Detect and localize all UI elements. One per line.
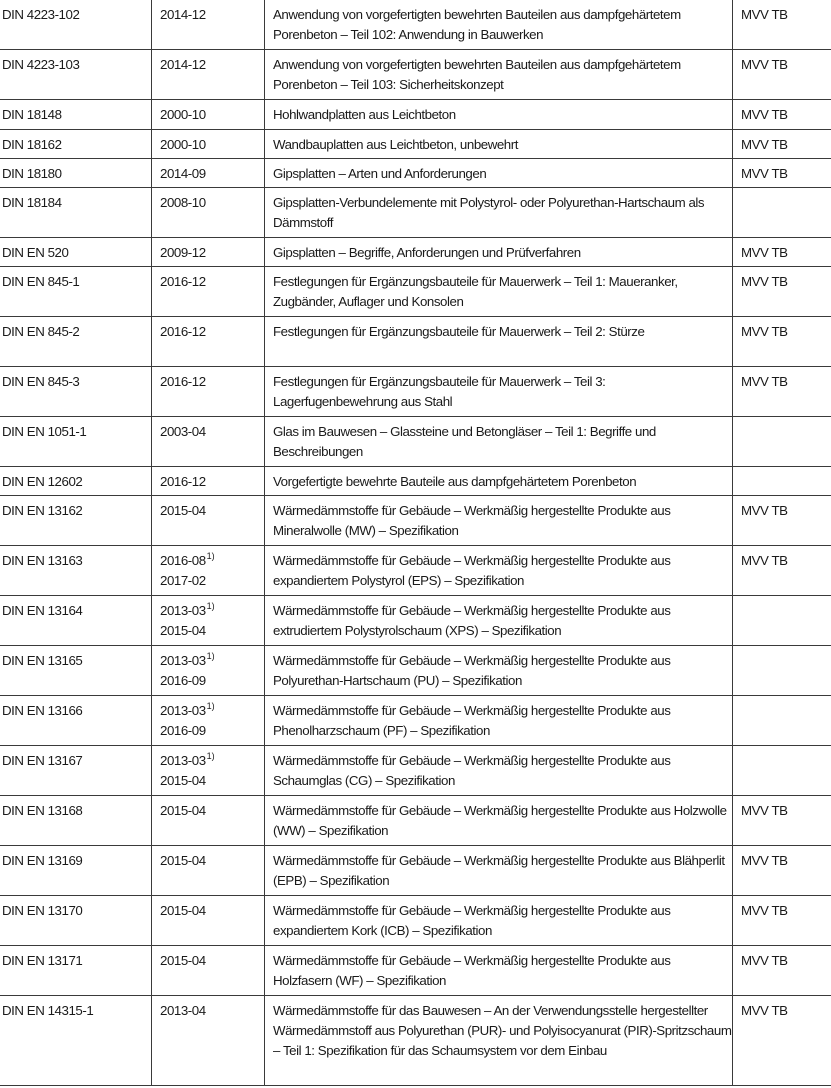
edition-date-text: 2015-04 xyxy=(160,953,206,968)
edition-date-text: 2016-12 xyxy=(160,274,206,289)
edition-date-text: 2016-09 xyxy=(160,723,206,738)
edition-date-cell xyxy=(152,896,265,946)
edition-date-text: 2016-12 xyxy=(160,324,206,339)
edition-date-text: 2003-04 xyxy=(160,424,206,439)
norm-number-cell: DIN EN 13168 xyxy=(0,796,152,846)
norm-title-cell: Gipsplatten – Arten und Anforderungen xyxy=(265,159,733,188)
norm-title-cell: Wärmedämmstoffe für Gebäude – Werkmäßig hergestellte Produkte aus Holzwolle (WW) – Spezifikation xyxy=(265,796,733,846)
edition-date-cell xyxy=(152,267,265,317)
mvv-tb-cell xyxy=(733,417,831,467)
norm-number-cell: DIN EN 13171 xyxy=(0,946,152,996)
mvv-tb-cell: MVV TB xyxy=(733,159,831,188)
edition-date-text: 2013-03 xyxy=(160,603,206,618)
norm-number-cell: DIN 18180 xyxy=(0,159,152,188)
mvv-tb-cell: MVV TB xyxy=(733,267,831,317)
norm-title-cell: Festlegungen für Ergänzungsbauteile für Mauerwerk – Teil 1: Maueranker, Zugbänder, Auflager und Konsolen xyxy=(265,267,733,317)
edition-date xyxy=(160,472,264,492)
norm-title-cell: Wärmedämmstoffe für Gebäude – Werkmäßig hergestellte Produkte aus extrudiertem Polystyrolschaum (XPS) – Spezifikation xyxy=(265,596,733,646)
edition-date xyxy=(160,422,264,442)
edition-date-cell xyxy=(152,159,265,188)
edition-date xyxy=(160,193,264,213)
norm-number-cell: DIN EN 13163 xyxy=(0,546,152,596)
table-row xyxy=(0,50,831,100)
table-row xyxy=(0,596,831,646)
norm-title-cell: Anwendung von vorgefertigten bewehrten Bauteilen aus dampfgehärtetem Porenbeton – Teil 103: Sicherheitskonzept xyxy=(265,50,733,100)
edition-date-text: 2015-04 xyxy=(160,903,206,918)
table-row xyxy=(0,100,831,130)
edition-date-cell xyxy=(152,846,265,896)
table-row xyxy=(0,496,831,546)
table-row xyxy=(0,996,831,1086)
edition-date-text: 2015-04 xyxy=(160,773,206,788)
mvv-tb-cell xyxy=(733,696,831,746)
mvv-tb-cell: MVV TB xyxy=(733,100,831,130)
edition-date xyxy=(160,951,264,971)
norm-title-cell: Wärmedämmstoffe für Gebäude – Werkmäßig hergestellte Produkte aus Blähperlit (EPB) – Spezifikation xyxy=(265,846,733,896)
edition-date xyxy=(160,651,264,671)
edition-date xyxy=(160,1001,264,1021)
mvv-tb-cell xyxy=(733,596,831,646)
edition-date xyxy=(160,721,264,741)
mvv-tb-cell: MVV TB xyxy=(733,0,831,50)
edition-date xyxy=(160,5,264,25)
norm-title-cell: Gipsplatten-Verbundelemente mit Polystyrol- oder Polyurethan-Hartschaum als Dämmstoff xyxy=(265,188,733,238)
norm-number-cell: DIN EN 13164 xyxy=(0,596,152,646)
edition-date-cell xyxy=(152,188,265,238)
edition-date-text: 2016-12 xyxy=(160,374,206,389)
norm-title-cell: Wärmedämmstoffe für Gebäude – Werkmäßig hergestellte Produkte aus expandiertem Polystyrol (EPS) – Spezifikation xyxy=(265,546,733,596)
table-row xyxy=(0,546,831,596)
footnote-marker: 1) xyxy=(206,651,215,661)
edition-date-text: 2000-10 xyxy=(160,137,206,152)
edition-date-text: 2015-04 xyxy=(160,623,206,638)
mvv-tb-cell xyxy=(733,746,831,796)
norm-number-cell: DIN 18148 xyxy=(0,100,152,130)
table-row xyxy=(0,159,831,188)
edition-date xyxy=(160,551,264,571)
mvv-tb-cell: MVV TB xyxy=(733,546,831,596)
norm-number-cell: DIN EN 845-2 xyxy=(0,317,152,367)
edition-date-cell xyxy=(152,0,265,50)
mvv-tb-cell: MVV TB xyxy=(733,846,831,896)
edition-date-cell xyxy=(152,100,265,130)
edition-date-cell xyxy=(152,546,265,596)
norm-title-cell: Wärmedämmstoffe für das Bauwesen – An der Verwendungsstelle hergestellter Wärmedämmstoff aus Polyurethan (PUR)- und Polyisocyanurat (PIR)-Spritzschaum – Teil 1: Spezifikation für das Schaumsystem vor dem Einbau xyxy=(265,996,733,1086)
norm-number-cell: DIN EN 13165 xyxy=(0,646,152,696)
edition-date-text: 2015-04 xyxy=(160,853,206,868)
edition-date xyxy=(160,671,264,691)
norm-title-cell: Hohlwandplatten aus Leichtbeton xyxy=(265,100,733,130)
norm-number-cell: DIN EN 520 xyxy=(0,238,152,267)
edition-date-text: 2016-08 xyxy=(160,553,206,568)
table-row xyxy=(0,317,831,367)
mvv-tb-cell: MVV TB xyxy=(733,238,831,267)
edition-date xyxy=(160,701,264,721)
mvv-tb-cell: MVV TB xyxy=(733,496,831,546)
edition-date-cell xyxy=(152,467,265,496)
edition-date xyxy=(160,164,264,184)
edition-date-text: 2017-02 xyxy=(160,573,206,588)
table-row xyxy=(0,367,831,417)
edition-date-cell xyxy=(152,367,265,417)
mvv-tb-cell: MVV TB xyxy=(733,367,831,417)
edition-date-cell xyxy=(152,996,265,1086)
mvv-tb-cell: MVV TB xyxy=(733,317,831,367)
edition-date-cell xyxy=(152,130,265,159)
edition-date-text: 2016-12 xyxy=(160,474,206,489)
edition-date xyxy=(160,751,264,771)
edition-date xyxy=(160,272,264,292)
table-row xyxy=(0,696,831,746)
norm-title-cell: Wandbauplatten aus Leichtbeton, unbewehrt xyxy=(265,130,733,159)
norm-number-cell: DIN EN 13166 xyxy=(0,696,152,746)
norm-number-cell: DIN EN 13170 xyxy=(0,896,152,946)
edition-date-cell xyxy=(152,796,265,846)
norm-number-cell: DIN EN 13162 xyxy=(0,496,152,546)
table-row xyxy=(0,467,831,496)
norm-title-cell: Wärmedämmstoffe für Gebäude – Werkmäßig hergestellte Produkte aus Phenolharzschaum (PF) – Spezifikation xyxy=(265,696,733,746)
edition-date-text: 2008-10 xyxy=(160,195,206,210)
mvv-tb-cell: MVV TB xyxy=(733,50,831,100)
edition-date-cell xyxy=(152,596,265,646)
mvv-tb-cell xyxy=(733,646,831,696)
footnote-marker: 1) xyxy=(206,601,215,611)
mvv-tb-cell: MVV TB xyxy=(733,896,831,946)
norm-number-cell: DIN EN 13167 xyxy=(0,746,152,796)
norm-title-cell: Gipsplatten – Begriffe, Anforderungen und Prüfverfahren xyxy=(265,238,733,267)
edition-date-text: 2009-12 xyxy=(160,245,206,260)
edition-date-cell xyxy=(152,746,265,796)
mvv-tb-cell: MVV TB xyxy=(733,130,831,159)
norm-number-cell: DIN 18184 xyxy=(0,188,152,238)
norm-title-cell: Festlegungen für Ergänzungsbauteile für Mauerwerk – Teil 2: Stürze xyxy=(265,317,733,367)
norm-title-cell: Festlegungen für Ergänzungsbauteile für Mauerwerk – Teil 3: Lagerfugenbewehrung aus Stahl xyxy=(265,367,733,417)
mvv-tb-cell: MVV TB xyxy=(733,946,831,996)
norm-title-cell: Wärmedämmstoffe für Gebäude – Werkmäßig hergestellte Produkte aus Holzfasern (WF) – Spezifikation xyxy=(265,946,733,996)
edition-date-text: 2014-09 xyxy=(160,166,206,181)
edition-date-cell xyxy=(152,238,265,267)
norm-number-cell: DIN EN 845-1 xyxy=(0,267,152,317)
norm-number-cell: DIN EN 845-3 xyxy=(0,367,152,417)
norm-title-cell: Anwendung von vorgefertigten bewehrten Bauteilen aus dampfgehärtetem Porenbeton – Teil 102: Anwendung in Bauwerken xyxy=(265,0,733,50)
norm-title-cell: Wärmedämmstoffe für Gebäude – Werkmäßig hergestellte Produkte aus Mineralwolle (MW) – Spezifikation xyxy=(265,496,733,546)
norm-title-cell: Wärmedämmstoffe für Gebäude – Werkmäßig hergestellte Produkte aus Schaumglas (CG) – Spezifikation xyxy=(265,746,733,796)
edition-date xyxy=(160,135,264,155)
edition-date-text: 2015-04 xyxy=(160,803,206,818)
norm-number-cell: DIN EN 13169 xyxy=(0,846,152,896)
edition-date-text: 2000-10 xyxy=(160,107,206,122)
edition-date-cell xyxy=(152,50,265,100)
edition-date xyxy=(160,621,264,641)
table-row xyxy=(0,746,831,796)
norm-title-cell: Wärmedämmstoffe für Gebäude – Werkmäßig hergestellte Produkte aus Polyurethan-Hartschaum (PU) – Spezifikation xyxy=(265,646,733,696)
edition-date-text: 2013-03 xyxy=(160,703,206,718)
edition-date xyxy=(160,372,264,392)
table-row xyxy=(0,896,831,946)
edition-date-cell xyxy=(152,496,265,546)
mvv-tb-cell: MVV TB xyxy=(733,796,831,846)
table-row xyxy=(0,267,831,317)
edition-date-text: 2016-09 xyxy=(160,673,206,688)
edition-date-cell xyxy=(152,646,265,696)
edition-date xyxy=(160,55,264,75)
edition-date xyxy=(160,501,264,521)
edition-date-text: 2013-04 xyxy=(160,1003,206,1018)
footnote-marker: 1) xyxy=(206,701,215,711)
table-row xyxy=(0,238,831,267)
edition-date xyxy=(160,571,264,591)
table-row xyxy=(0,130,831,159)
norm-title-cell: Wärmedämmstoffe für Gebäude – Werkmäßig hergestellte Produkte aus expandiertem Kork (ICB) – Spezifikation xyxy=(265,896,733,946)
table-row xyxy=(0,646,831,696)
norm-number-cell: DIN 4223-102 xyxy=(0,0,152,50)
edition-date xyxy=(160,801,264,821)
edition-date xyxy=(160,322,264,342)
table-row xyxy=(0,188,831,238)
edition-date-text: 2015-04 xyxy=(160,503,206,518)
norm-number-cell: DIN 18162 xyxy=(0,130,152,159)
edition-date xyxy=(160,851,264,871)
edition-date-cell xyxy=(152,946,265,996)
mvv-tb-cell xyxy=(733,467,831,496)
norm-title-cell: Vorgefertigte bewehrte Bauteile aus dampfgehärtetem Porenbeton xyxy=(265,467,733,496)
edition-date-text: 2013-03 xyxy=(160,753,206,768)
table-row xyxy=(0,846,831,896)
edition-date-cell xyxy=(152,417,265,467)
table-row xyxy=(0,796,831,846)
table-row xyxy=(0,417,831,467)
edition-date-text: 2014-12 xyxy=(160,7,206,22)
edition-date xyxy=(160,771,264,791)
norm-title-cell: Glas im Bauwesen – Glassteine und Betongläser – Teil 1: Begriffe und Beschreibungen xyxy=(265,417,733,467)
edition-date xyxy=(160,105,264,125)
mvv-tb-cell: MVV TB xyxy=(733,996,831,1086)
table-row xyxy=(0,0,831,50)
edition-date xyxy=(160,601,264,621)
footnote-marker: 1) xyxy=(206,551,215,561)
edition-date-text: 2013-03 xyxy=(160,653,206,668)
norm-number-cell: DIN 4223-103 xyxy=(0,50,152,100)
edition-date-cell xyxy=(152,317,265,367)
norm-number-cell: DIN EN 12602 xyxy=(0,467,152,496)
footnote-marker: 1) xyxy=(206,751,215,761)
edition-date-text: 2014-12 xyxy=(160,57,206,72)
mvv-tb-cell xyxy=(733,188,831,238)
norm-number-cell: DIN EN 14315-1 xyxy=(0,996,152,1086)
edition-date xyxy=(160,243,264,263)
edition-date-cell xyxy=(152,696,265,746)
norm-number-cell: DIN EN 1051-1 xyxy=(0,417,152,467)
table-row xyxy=(0,946,831,996)
edition-date xyxy=(160,901,264,921)
